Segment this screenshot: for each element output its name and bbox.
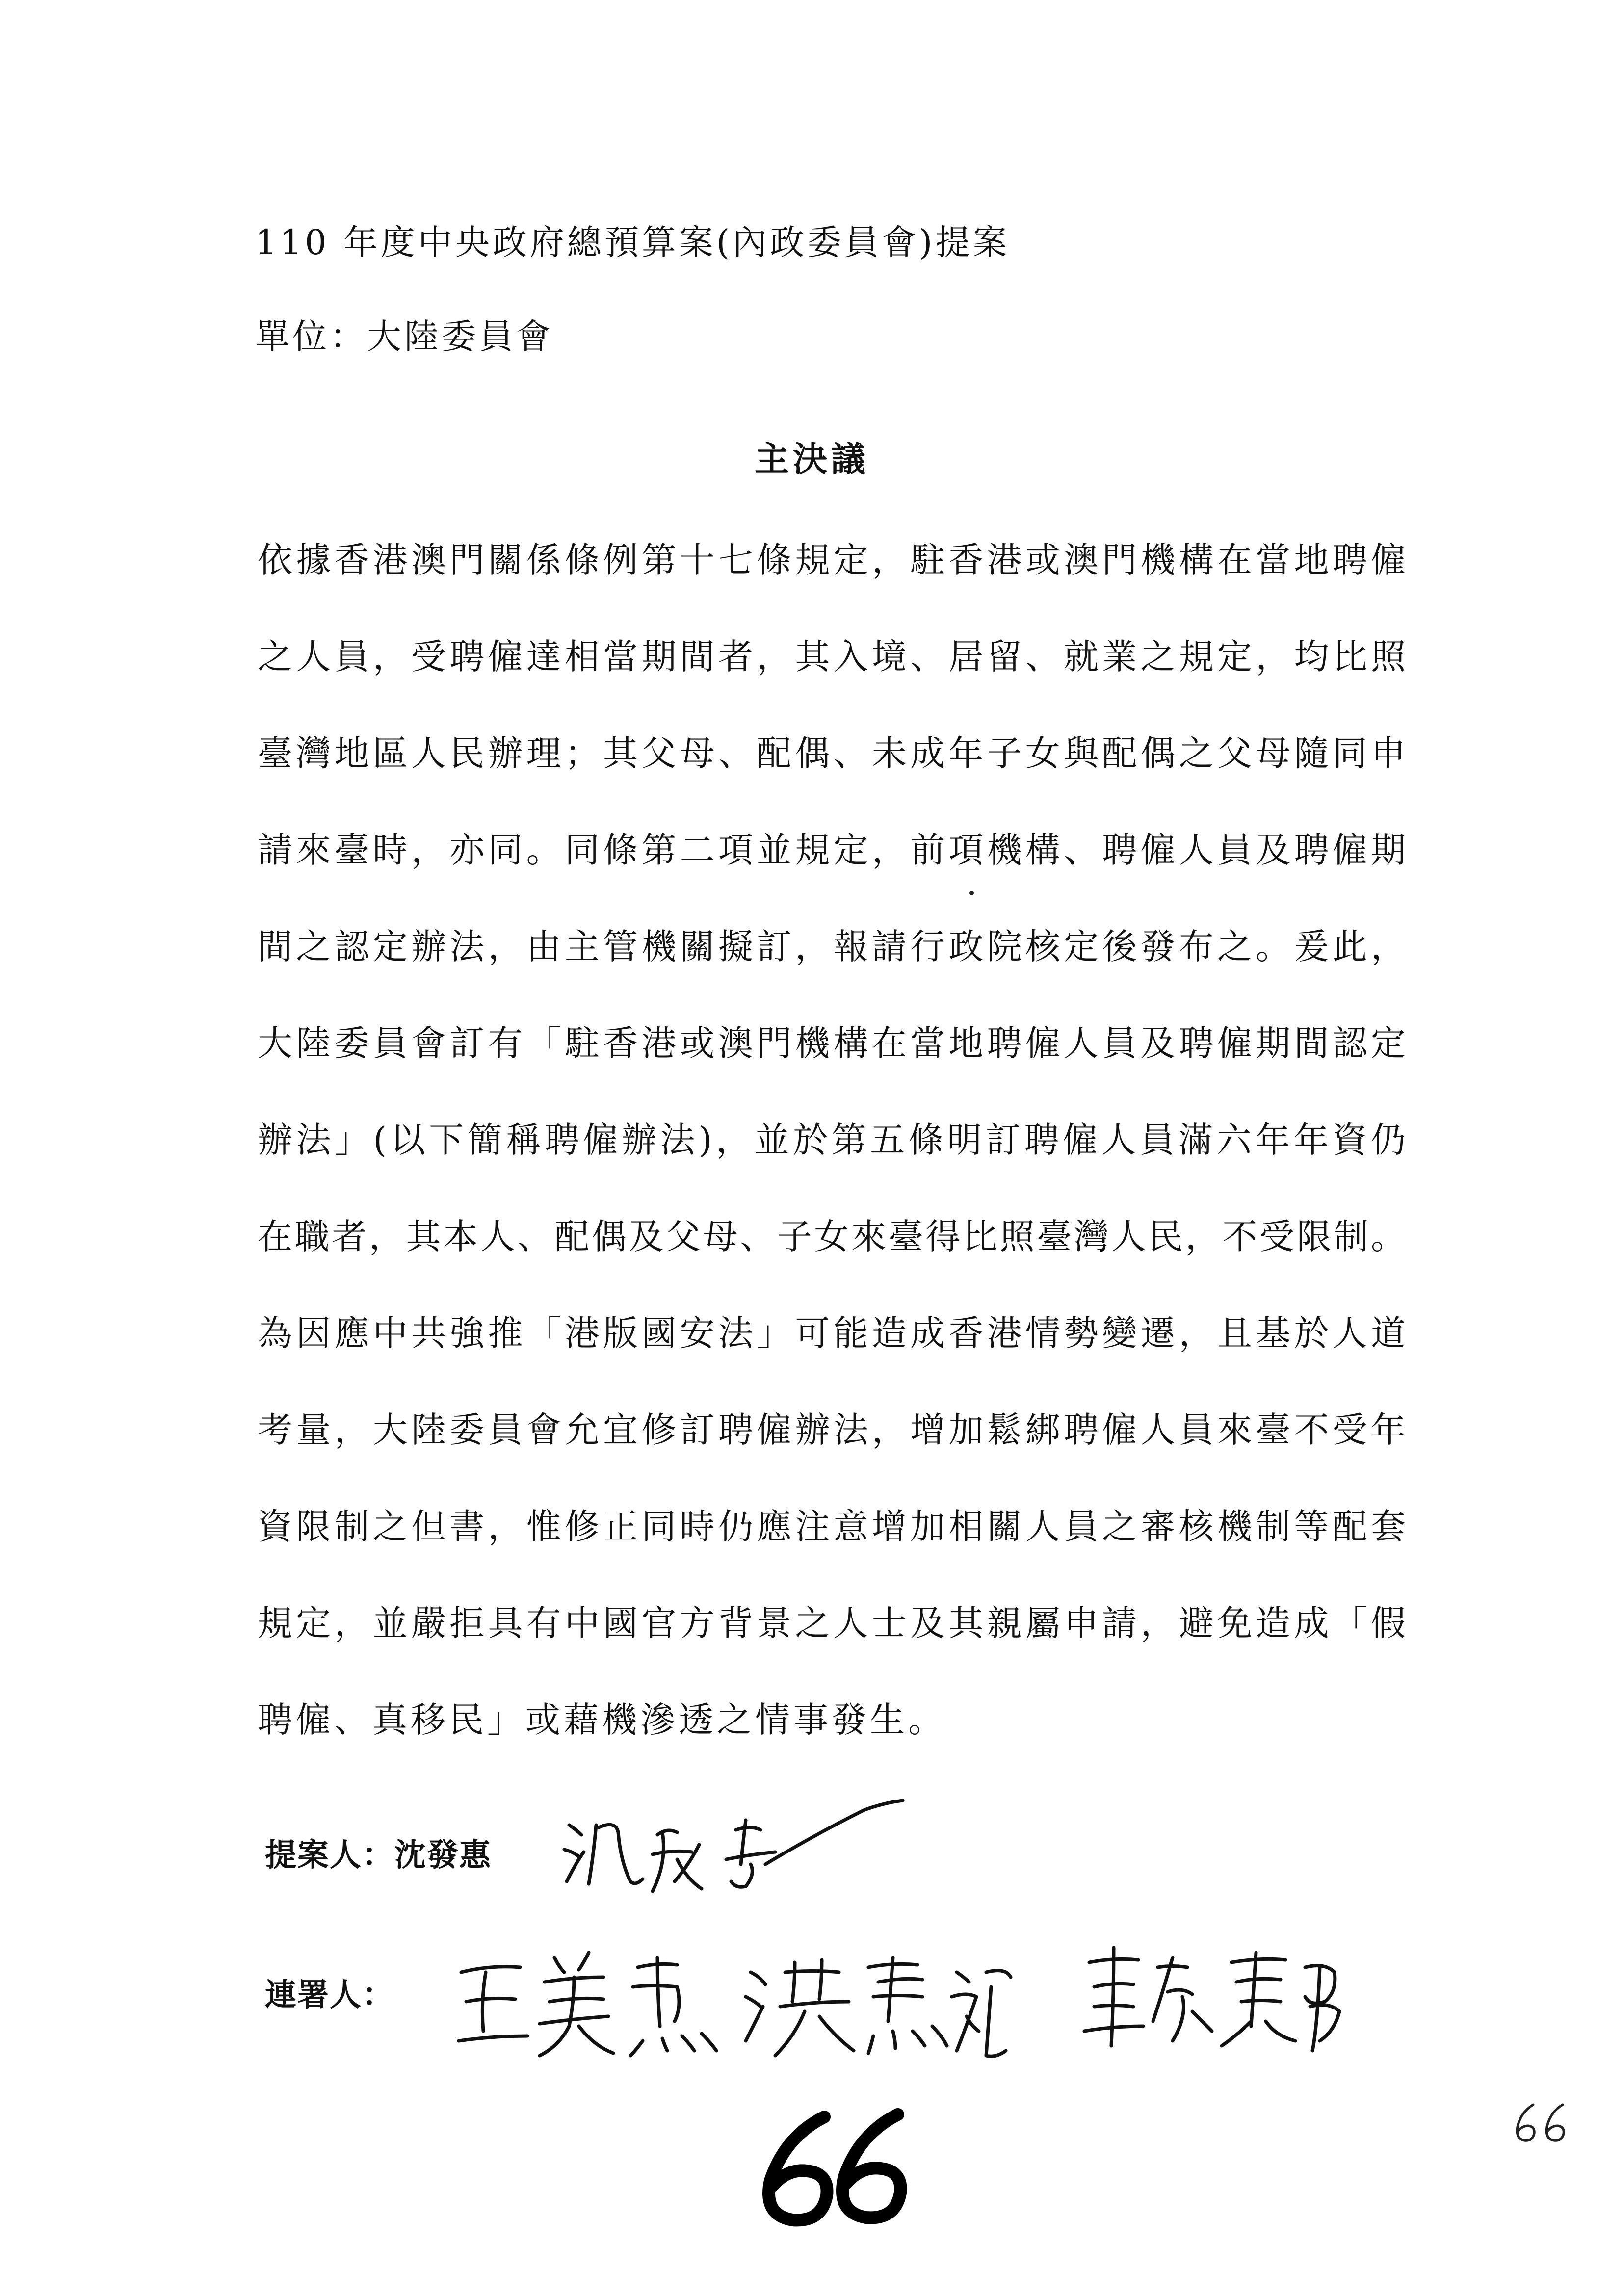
margin-page-number	[1511, 2095, 1580, 2156]
body-line: 規定，並嚴拒具有中國官方背景之人士及其親屬申請，避免造成「假	[258, 1603, 1406, 1644]
main-resolution-heading: 主決議	[755, 439, 869, 479]
body-line: 間之認定辦法，由主管機關擬訂，報請行政院核定後發布之。爰此，	[258, 926, 1406, 967]
body-line: 考量，大陸委員會允宜修訂聘僱辦法，增加鬆綁聘僱人員來臺不受年	[258, 1409, 1406, 1450]
proposer-signature	[559, 1791, 913, 1899]
body-line: 資限制之但書，惟修正同時仍應注意增加相關人員之審核機制等配套	[258, 1506, 1406, 1547]
cosigner-signature-3	[1074, 1938, 1349, 2065]
body-line: 聘僱、真移民」或藉機滲透之情事發生。	[258, 1699, 947, 1740]
body-line: 在職者，其本人、配偶及父母、子女來臺得比照臺灣人民，不受限制。	[258, 1216, 1406, 1257]
unit-line: 單位：大陸委員會	[255, 316, 553, 357]
body-line: 為因應中共強推「港版國安法」可能造成香港情勢變遷，且基於人道	[258, 1313, 1406, 1354]
body-line: 大陸委員會訂有「駐香港或澳門機構在當地聘僱人員及聘僱期間認定	[258, 1023, 1406, 1064]
proposer-label: 提案人：沈發惠	[265, 1837, 492, 1874]
body-line: 辦法」(以下簡稱聘僱辦法)，並於第五條明訂聘僱人員滿六年年資仍	[258, 1120, 1406, 1160]
body-line: 臺灣地區人民辦理；其父母、配偶、未成年子女與配偶之父母隨同申	[258, 733, 1406, 774]
cosigner-signature-1	[451, 1938, 726, 2065]
document-title: 110 年度中央政府總預算案(內政委員會)提案	[255, 222, 1010, 262]
scan-speck	[969, 891, 974, 895]
body-line: 請來臺時，亦同。同條第二項並規定，前項機構、聘僱人員及聘僱期	[258, 830, 1406, 870]
cosigners-label: 連署人：	[265, 1977, 394, 2013]
cosigner-signature-2	[736, 1943, 1016, 2070]
body-line: 之人員，受聘僱達相當期間者，其入境、居留、就業之規定，均比照	[258, 636, 1406, 677]
handwritten-page-number	[756, 2105, 913, 2234]
body-line: 依據香港澳門關係條例第十七條規定，駐香港或澳門機構在當地聘僱	[258, 540, 1406, 580]
